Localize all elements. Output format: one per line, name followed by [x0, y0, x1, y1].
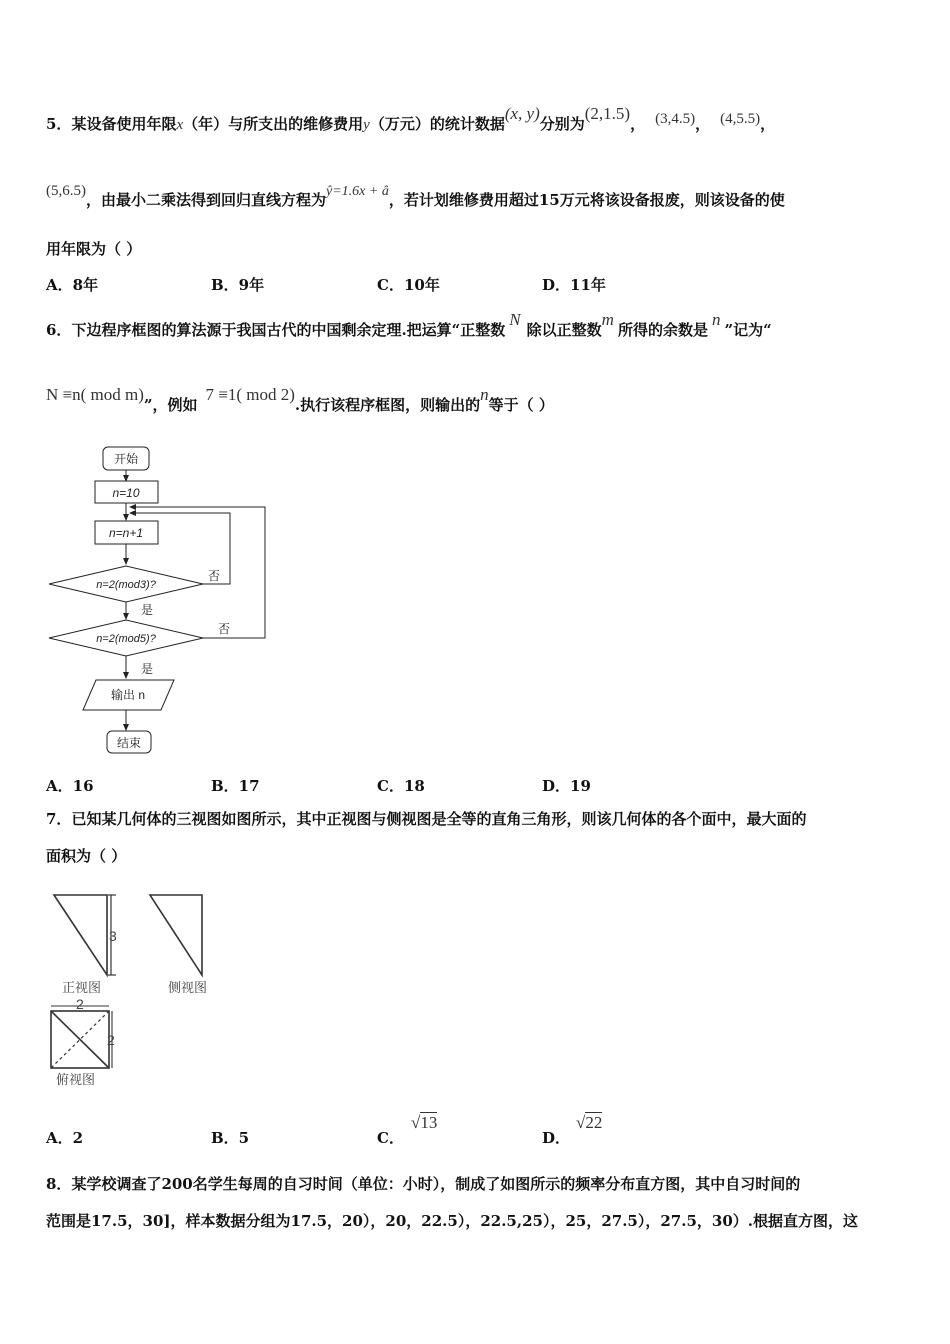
q6-text: 除以正整数: [526, 321, 602, 339]
sqrt-13-radicand: 13: [420, 1113, 438, 1132]
q5-line1: [46, 104, 776, 135]
q6-var-n: n: [480, 385, 489, 404]
q5-option-c: C．10年: [377, 276, 440, 294]
flow-no-label: 否: [208, 569, 221, 583]
q8-number: 8．: [46, 1175, 72, 1193]
q5-point: (4,5.5): [720, 111, 761, 127]
q6-line2: [46, 385, 554, 415]
q5-text: （年）与所支出的维修费用: [183, 115, 364, 133]
comma: ，: [695, 115, 711, 133]
flow-end-label: 结束: [116, 736, 142, 750]
q5-number: 5．: [46, 115, 72, 133]
q6-var-n: n: [711, 310, 721, 329]
q7-option-c: [377, 1113, 438, 1148]
option-d-label: D．: [542, 1129, 571, 1147]
q6-option-c: C．18: [377, 777, 425, 795]
q5-text: 分别为: [539, 115, 585, 133]
q8-text: 某学校调查了200名学生每周的自习时间（单位：小时），制成了如图所示的频率分布直方图，其中自习时间的: [71, 1175, 801, 1193]
q5-option-d: D．11年: [542, 276, 606, 294]
q7-option-d: [542, 1113, 603, 1148]
q8-line2: 范围是17.5，30]，样本数据分组为17.5，20），20，22.5），22.5,25），25，27.5），27.5，30）.根据直方图，这: [46, 1212, 858, 1230]
flow-loop2: [130, 507, 265, 638]
side-view-shape: [150, 895, 202, 975]
q5-var-y: y: [363, 117, 370, 133]
q5-xy-expr: (x, y): [504, 104, 540, 123]
comma: ，: [760, 115, 776, 133]
q6-var-N: N: [509, 310, 521, 329]
q5-point: (3,4.5): [655, 111, 696, 127]
q5-point: (5,6.5): [46, 183, 86, 199]
flowchart: [40, 440, 280, 760]
q5-line3: 用年限为（ ）: [46, 240, 142, 258]
three-views-figure: [40, 885, 240, 1095]
flow-no-label: 否: [218, 622, 231, 636]
front-view-label: 正视图: [62, 980, 102, 995]
q7-number: 7．: [46, 810, 72, 828]
q6-text: .执行该程序框图，则输出的: [294, 396, 481, 414]
q5-var-x: x: [176, 117, 184, 133]
q5-option-b: B．9年: [211, 276, 265, 294]
dim-height-label: 3: [109, 928, 117, 944]
q6-var-m: m: [601, 310, 614, 329]
q5-regression-eq: ŷ=1.6x + â: [326, 184, 389, 199]
q5-option-a: A．8年: [46, 276, 99, 294]
q6-example-expr: 7 ≡1( mod 2): [205, 385, 295, 404]
q5-text: （万元）的统计数据: [369, 115, 505, 133]
dim-depth-label: 2: [107, 1032, 115, 1048]
q7-line2: 面积为（ ）: [46, 847, 127, 865]
q7-option-a: A．2: [46, 1129, 84, 1147]
q6-line1: [46, 310, 772, 340]
top-view-label: 俯视图: [56, 1072, 96, 1087]
q5-text: 某设备使用年限: [71, 115, 177, 133]
flow-yes-label: 是: [141, 603, 154, 617]
q6-text: 下边程序框图的算法源于我国古代的中国剩余定理.把运算“正整数: [71, 321, 506, 339]
q5-text: ，由最小二乘法得到回归直线方程为: [86, 191, 327, 209]
front-view-shape: [54, 895, 107, 975]
side-view-label: 侧视图: [168, 980, 208, 995]
flow-step-label: n=n+1: [108, 526, 144, 540]
q6-option-b: B．17: [211, 777, 260, 795]
q6-text: 等于（ ）: [488, 396, 554, 414]
q7-option-b: B．5: [211, 1129, 250, 1147]
q5-line2: [46, 183, 785, 212]
flow-yes-label: 是: [141, 662, 154, 676]
q6-text: 所得的余数是: [617, 321, 708, 339]
q5-point: (2,1.5): [584, 104, 631, 123]
flow-start-label: 开始: [113, 452, 139, 466]
comma: ，: [630, 115, 646, 133]
q6-number: 6．: [46, 321, 72, 339]
sqrt-22-radicand: 22: [585, 1113, 603, 1132]
flow-cond1-label: n=2(mod3)?: [96, 579, 156, 591]
q6-text: ”记为“: [724, 321, 772, 339]
q7-line1: [46, 809, 806, 829]
flow-output-label: 输出 n: [110, 688, 146, 702]
flow-init-label: n=10: [112, 486, 140, 500]
option-c-label: C．: [377, 1129, 404, 1147]
sqrt-22-expr: √22: [576, 1113, 603, 1132]
q8-line1: [46, 1174, 800, 1194]
q7-text: 已知某几何体的三视图如图所示，其中正视图与侧视图是全等的直角三角形，则该几何体的各个面中，最大面的: [71, 810, 807, 828]
sqrt-13-expr: √13: [411, 1113, 438, 1132]
q6-mod-expr: N ≡n( mod m): [46, 385, 144, 404]
q5-text: ，若计划维修费用超过15万元将该设备报废，则该设备的使: [388, 191, 785, 209]
q6-text: ”，例如: [143, 396, 198, 414]
q6-option-a: A．16: [46, 777, 94, 795]
flow-cond2-label: n=2(mod5)?: [96, 633, 156, 645]
q6-option-d: D．19: [542, 777, 591, 795]
dim-width-label: 2: [76, 996, 84, 1012]
